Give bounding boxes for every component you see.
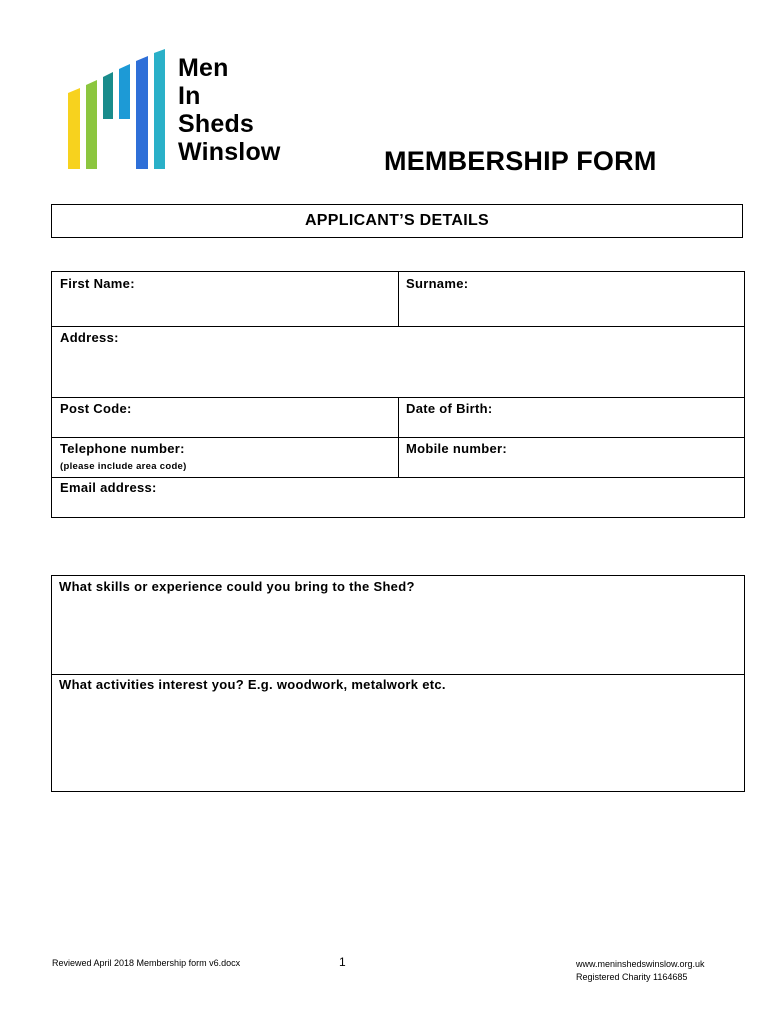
date-of-birth-field[interactable]: [398, 397, 744, 437]
email-field[interactable]: [52, 477, 744, 517]
skills-field[interactable]: [52, 576, 744, 674]
logo-line: Winslow: [178, 138, 281, 166]
logo-bars-icon: [66, 49, 170, 169]
logo-bar-green: [86, 80, 97, 169]
telephone-field[interactable]: [52, 437, 398, 477]
logo: [66, 49, 306, 169]
logo-bar-cyan: [154, 49, 165, 169]
first-name-label: First Name:: [60, 276, 135, 291]
telephone-note: (please include area code): [60, 461, 187, 472]
applicant-details-table: [51, 271, 745, 518]
logo-line: Men: [178, 54, 229, 82]
post-code-label: Post Code:: [60, 401, 132, 416]
telephone-label: Telephone number:: [60, 441, 185, 456]
activities-field[interactable]: [52, 674, 744, 791]
first-name-field[interactable]: [52, 272, 398, 326]
skills-question: What skills or experience could you bring to the Shed?: [59, 579, 415, 594]
post-code-field[interactable]: [52, 397, 398, 437]
questions-table: [51, 575, 745, 792]
footer-document-name: Reviewed April 2018 Membership form v6.docx: [52, 958, 241, 968]
mobile-field[interactable]: [398, 437, 744, 477]
date-of-birth-label: Date of Birth:: [406, 401, 493, 416]
email-label: Email address:: [60, 480, 157, 495]
logo-bar-yellow: [68, 88, 80, 169]
footer-page-number: 1: [339, 955, 346, 969]
logo-bar-blue: [119, 64, 130, 119]
logo-line: In: [178, 82, 201, 110]
footer-charity: Registered Charity 1164685: [576, 972, 688, 982]
logo-bar-royal: [136, 56, 148, 169]
activities-question: What activities interest you? E.g. woodwork, metalwork etc.: [59, 677, 446, 692]
section-header-applicant-details: APPLICANT’S DETAILS: [51, 204, 743, 238]
surname-label: Surname:: [406, 276, 469, 291]
address-field[interactable]: [52, 326, 744, 397]
logo-line: Sheds: [178, 110, 255, 138]
page-title: MEMBERSHIP FORM: [384, 146, 657, 176]
footer-contact: [576, 958, 705, 984]
mobile-label: Mobile number:: [406, 441, 507, 456]
surname-field[interactable]: [398, 272, 744, 326]
address-label: Address:: [60, 330, 119, 345]
logo-bar-teal: [103, 72, 113, 119]
footer-website: www.meninshedswinslow.org.uk: [576, 959, 705, 969]
logo-wordmark: [178, 54, 281, 166]
